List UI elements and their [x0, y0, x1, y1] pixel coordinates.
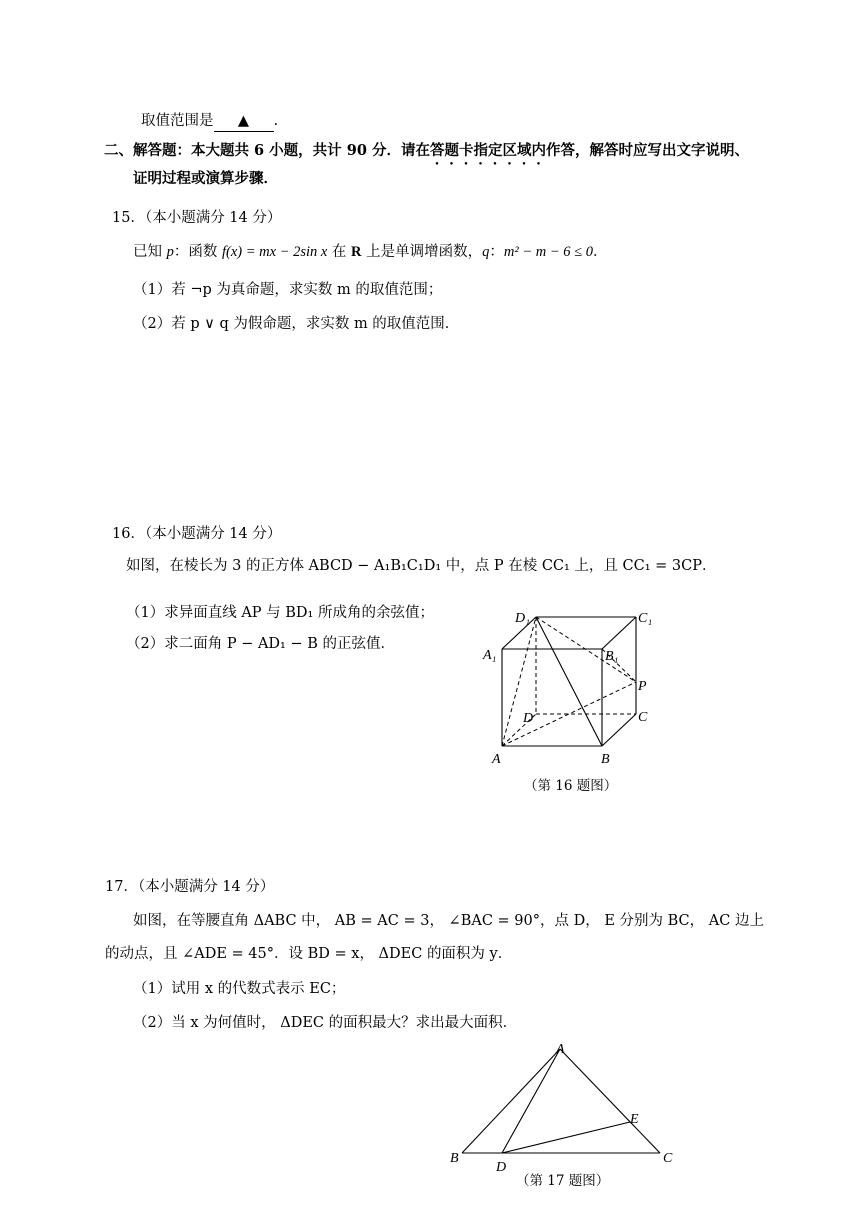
side-ac	[560, 1049, 660, 1153]
label-a: A	[492, 752, 501, 767]
triangle-mark-icon: ▲	[237, 113, 250, 129]
section-emphasis: 答题卡指定区域内	[429, 142, 546, 159]
label-b: B	[450, 1151, 459, 1166]
q16-part1: （1）求异面直线 AP 与 BD₁ 所成角的余弦值；	[126, 605, 434, 621]
q16-part2: （2）求二面角 P − AD₁ − B 的正弦值．	[126, 636, 395, 652]
label-d: D	[523, 711, 534, 726]
segment-de	[502, 1122, 630, 1153]
label-a: A	[556, 1042, 565, 1057]
q17-triangle-figure	[440, 1035, 690, 1195]
label-d1: D₁	[515, 611, 530, 626]
label-a1: A₁	[483, 648, 497, 663]
edge-b1c1	[602, 617, 636, 649]
q15-part2: （2）若 p ∨ q 为假命题，求实数 m 的取值范围．	[133, 316, 460, 332]
q17-header: 17．（本小题满分 14 分）	[105, 879, 275, 895]
q17-stem1: 如图，在等腰直角 ΔABC 中， AB = AC = 3， ∠BAC = 90°，点 D， E 分别为 BC， AC 边上	[133, 913, 764, 929]
q17-caption: （第 17 题图）	[516, 1173, 610, 1189]
range-line: 取值范围是 ▲ .	[141, 111, 278, 132]
label-d: D	[496, 1160, 507, 1175]
label-e: E	[630, 1112, 639, 1127]
q16-header: 16．（本小题满分 14 分）	[112, 526, 282, 542]
label-b: B	[601, 752, 610, 767]
answer-blank	[214, 111, 274, 132]
section-rest: 作答，解答时应写出文字说明、	[545, 142, 749, 159]
label-c: C	[663, 1151, 673, 1166]
q17-part1: （1）试用 x 的代数式表示 EC；	[133, 981, 346, 997]
q16-caption: （第 16 题图）	[524, 778, 618, 794]
label-c: C	[638, 710, 648, 725]
section-heading	[104, 141, 749, 168]
section-heading-line2: 证明过程或演算步骤．	[133, 170, 278, 187]
label-p: P	[638, 679, 647, 694]
label-b1: B₁	[605, 649, 619, 664]
q16-cube-figure	[480, 600, 670, 800]
q17-part2: （2）当 x 为何值时， ΔDEC 的面积最大？求出最大面积．	[133, 1015, 518, 1031]
segment-d1b	[536, 617, 602, 746]
q15-header: 15．（本小题满分 14 分）	[112, 210, 282, 226]
q15-part1: （1）若 ¬p 为真命题，求实数 m 的取值范围；	[133, 282, 443, 298]
q15-stem: 已知 p：函数 f(x) = mx − 2sin x 在 R 上是单调增函数，q：m² − m − 6 ≤ 0．	[133, 244, 608, 260]
segment-ad1	[502, 617, 536, 746]
edge-bc	[602, 714, 636, 746]
q17-stem2: 的动点，且 ∠ADE = 45°．设 BD = x， ΔDEC 的面积为 y．	[105, 946, 513, 962]
range-text: 取值范围是	[141, 113, 214, 129]
label-c1: C₁	[638, 611, 653, 626]
q16-stem: 如图，在棱长为 3 的正方体 ABCD − A₁B₁C₁D₁ 中，点 P 在棱 CC₁ 上，且 CC₁ = 3CP．	[126, 558, 717, 574]
section-title: 二、解答题：本大题共 6 小题，共计 90 分．请在	[104, 142, 430, 159]
